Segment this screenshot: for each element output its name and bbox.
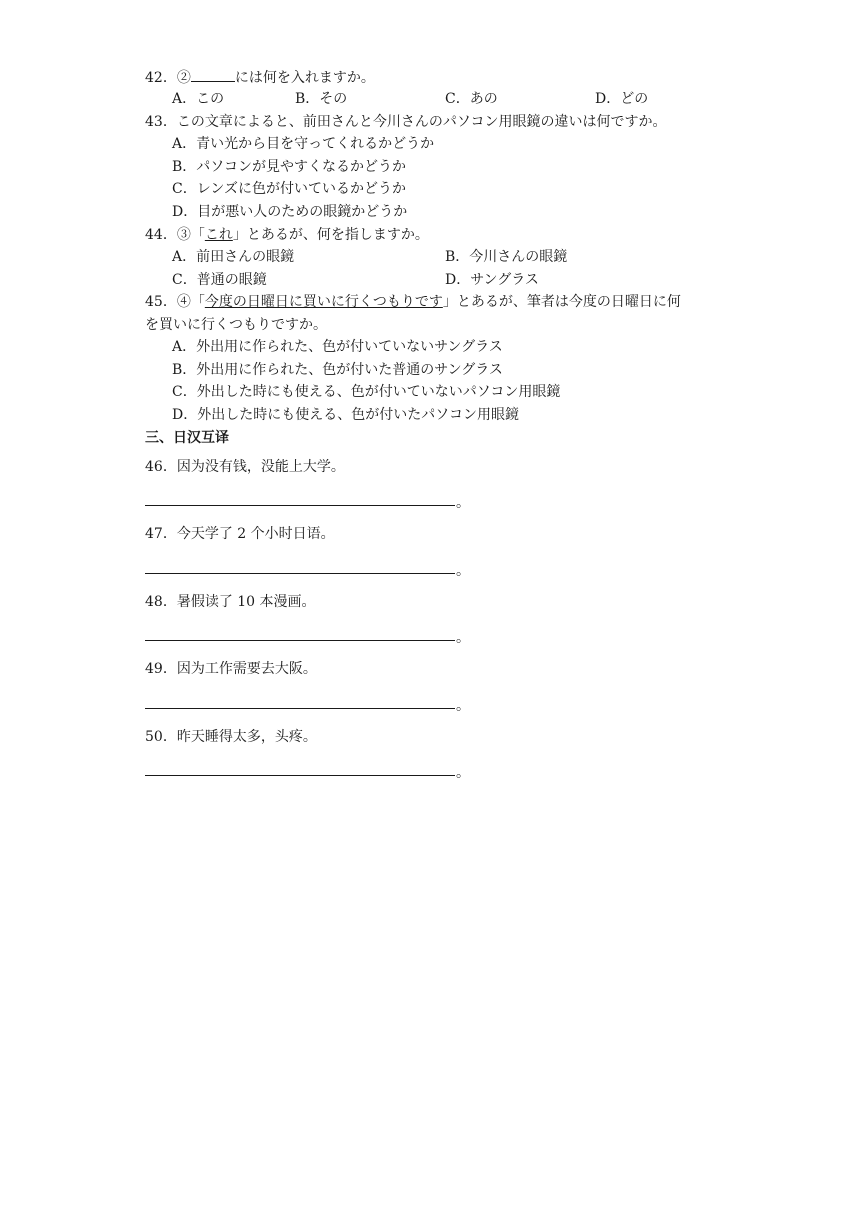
section-heading: 三、日汉互译 — [145, 430, 229, 446]
question-43-option-c: C．レンズに色が付いているかどうか — [172, 181, 406, 197]
question-42-option-d: D．どの — [595, 91, 649, 107]
question-44-suffix: 」とあるが、何を指しますか。 — [232, 227, 429, 243]
question-42-prefix: 42．② — [145, 70, 191, 86]
question-44-option-a: A．前田さんの眼鏡 — [172, 249, 295, 265]
question-42 — [145, 67, 375, 85]
question-45-option-d: D．外出した時にも使える、色が付いたパソコン用眼鏡 — [172, 407, 519, 423]
question-42-option-b: B．その — [295, 91, 348, 107]
answer-line-50[interactable] — [145, 775, 455, 776]
answer-line-46[interactable] — [145, 505, 455, 506]
answer-line-48[interactable] — [145, 640, 455, 641]
answer-end-mark-48: 。 — [456, 630, 470, 646]
question-45 — [145, 293, 681, 311]
question-42-suffix: には何を入れますか。 — [234, 70, 375, 86]
question-42-blank — [191, 67, 235, 82]
question-42-option-c: C．あの — [445, 91, 498, 107]
question-45-suffix: 」とあるが、筆者は今度の日曜日に何 — [442, 294, 681, 310]
question-45-underlined: 今度の日曜日に買いに行くつもりです — [204, 294, 443, 310]
question-45-option-c: C．外出した時にも使える、色が付いていないパソコン用眼鏡 — [172, 384, 561, 400]
question-43: 43．この文章によると、前田さんと今川さんのパソコン用眼鏡の違いは何ですか。 — [145, 114, 667, 130]
question-44-option-c: C．普通の眼鏡 — [172, 272, 267, 288]
question-42-option-a: A．この — [172, 91, 225, 107]
question-44-prefix: 44．③「 — [145, 227, 205, 243]
question-44 — [145, 226, 429, 244]
question-44-option-b: B．今川さんの眼鏡 — [445, 249, 568, 265]
translation-item-47: 47．今天学了 2 个小时日语。 — [145, 526, 335, 542]
question-44-underlined: これ — [204, 227, 233, 243]
question-45-prefix: 45．④「 — [145, 294, 205, 310]
question-43-option-b: B．パソコンが見やすくなるかどうか — [172, 159, 407, 175]
question-43-option-a: A．青い光から目を守ってくれるかどうか — [172, 136, 435, 152]
question-45-line-2: を買いに行くつもりですか。 — [145, 317, 327, 333]
question-45-option-a: A．外出用に作られた、色が付いていないサングラス — [172, 339, 503, 355]
question-43-option-d: D．目が悪い人のための眼鏡かどうか — [172, 204, 408, 220]
question-44-option-d: D．サングラス — [445, 272, 539, 288]
question-45-option-b: B．外出用に作られた、色が付いた普通のサングラス — [172, 362, 503, 378]
answer-line-47[interactable] — [145, 573, 455, 574]
answer-line-49[interactable] — [145, 708, 455, 709]
translation-item-50: 50．昨天睡得太多，头疼。 — [145, 729, 317, 745]
answer-end-mark-47: 。 — [456, 563, 470, 579]
answer-end-mark-49: 。 — [456, 698, 470, 714]
translation-item-46: 46．因为没有钱，没能上大学。 — [145, 459, 345, 475]
answer-end-mark-50: 。 — [456, 765, 470, 781]
translation-item-48: 48．暑假读了 10 本漫画。 — [145, 594, 316, 610]
translation-item-49: 49．因为工作需要去大阪。 — [145, 661, 317, 677]
answer-end-mark-46: 。 — [456, 495, 470, 511]
